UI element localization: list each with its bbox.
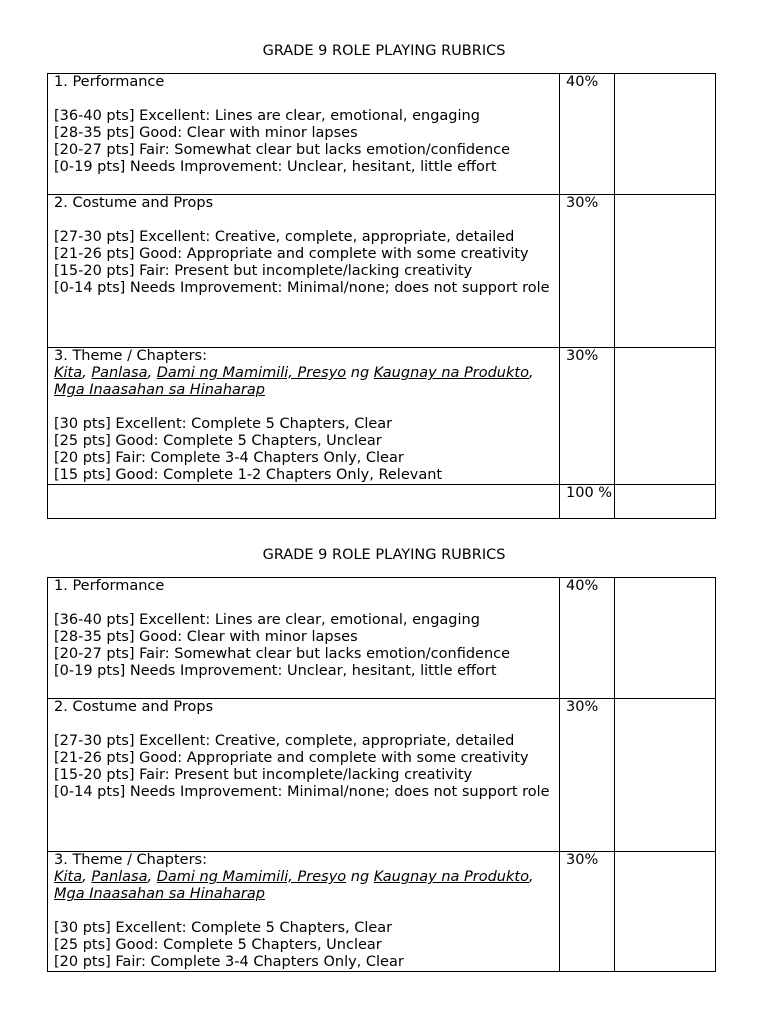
level-good: [25 pts] Good: Complete 5 Chapters, Unclear [54, 433, 382, 449]
score-cell[interactable] [615, 852, 716, 972]
criterion-description [48, 74, 560, 195]
score-cell[interactable] [615, 578, 716, 699]
score-cell[interactable] [615, 195, 716, 348]
criterion-description [48, 578, 560, 699]
topic-kita: Kita [54, 365, 83, 381]
level-fair: [15-20 pts] Fair: Present but incomplete/lacking creativity [54, 767, 473, 783]
level-good: [25 pts] Good: Complete 5 Chapters, Unclear [54, 937, 382, 953]
topic-kita: Kita [54, 869, 83, 885]
score-cell[interactable] [615, 74, 716, 195]
level-fair: [15-20 pts] Fair: Present but incomplete/lacking creativity [54, 263, 473, 279]
topic-inaasahan: Mga Inaasahan sa Hinaharap [54, 382, 265, 398]
level-good: [21-26 pts] Good: Appropriate and complete with some creativity [54, 246, 529, 262]
level-excellent: [27-30 pts] Excellent: Creative, complete, appropriate, detailed [54, 733, 515, 749]
total-row [48, 485, 716, 519]
level-fair: [20 pts] Fair: Complete 3-4 Chapters Only, Clear [54, 954, 404, 970]
level-good: [21-26 pts] Good: Appropriate and complete with some creativity [54, 750, 529, 766]
level-excellent: [36-40 pts] Excellent: Lines are clear, emotional, engaging [54, 612, 480, 628]
level-fair: [20-27 pts] Fair: Somewhat clear but lacks emotion/confidence [54, 142, 511, 158]
theme-topics: Kita, Panlasa, Dami ng Mamimili, Presyo ng Kaugnay na Produkto, Mga Inaasahan sa Hinaharap [54, 365, 534, 398]
rubric-title: GRADE 9 ROLE PLAYING RUBRICS [262, 547, 506, 563]
criterion-weight: 40% [560, 578, 615, 699]
criterion-row-theme [48, 348, 716, 485]
criterion-weight: 40% [560, 74, 615, 195]
criterion-row-costume [48, 699, 716, 852]
criterion-heading: 3. Theme / Chapters: [54, 852, 207, 868]
level-fair: [20-27 pts] Fair: Somewhat clear but lacks emotion/confidence [54, 646, 511, 662]
criterion-weight: 30% [560, 348, 615, 485]
score-cell[interactable] [615, 348, 716, 485]
level-needs-improvement: [0-14 pts] Needs Improvement: Minimal/none; does not support role [54, 280, 550, 296]
criterion-description [48, 699, 560, 852]
criterion-heading: 1. Performance [54, 74, 165, 90]
criterion-row-theme [48, 852, 716, 972]
criterion-heading: 3. Theme / Chapters: [54, 348, 207, 364]
level-excellent: [30 pts] Excellent: Complete 5 Chapters, Clear [54, 920, 393, 936]
criterion-row-performance [48, 578, 716, 699]
level-needs-improvement: [0-14 pts] Needs Improvement: Minimal/none; does not support role [54, 784, 550, 800]
criterion-heading: 1. Performance [54, 578, 165, 594]
level-excellent: [30 pts] Excellent: Complete 5 Chapters, Clear [54, 416, 393, 432]
level-good: [28-35 pts] Good: Clear with minor lapses [54, 629, 358, 645]
topic-kaugnay-produkto: Kaugnay na Produkto [373, 869, 529, 885]
criterion-description [48, 195, 560, 348]
level-excellent: [27-30 pts] Excellent: Creative, complete, appropriate, detailed [54, 229, 515, 245]
topic-panlasa: Panlasa [91, 869, 148, 885]
criterion-heading: 2. Costume and Props [54, 699, 214, 715]
level-fair: [20 pts] Fair: Complete 3-4 Chapters Only, Clear [54, 450, 404, 466]
rubric-table [47, 577, 716, 972]
criterion-description [48, 348, 560, 485]
level-good-partial: [15 pts] Good: Complete 1-2 Chapters Only, Relevant [54, 467, 443, 483]
topic-kaugnay-produkto: Kaugnay na Produkto [373, 365, 529, 381]
level-good: [28-35 pts] Good: Clear with minor lapses [54, 125, 358, 141]
score-cell[interactable] [615, 699, 716, 852]
total-score-cell[interactable] [615, 485, 716, 519]
level-needs-improvement: [0-19 pts] Needs Improvement: Unclear, hesitant, little effort [54, 663, 497, 679]
total-label-cell [48, 485, 560, 519]
level-needs-improvement: [0-19 pts] Needs Improvement: Unclear, hesitant, little effort [54, 159, 497, 175]
level-excellent: [36-40 pts] Excellent: Lines are clear, emotional, engaging [54, 108, 480, 124]
criterion-weight: 30% [560, 699, 615, 852]
theme-topics: Kita, Panlasa, Dami ng Mamimili, Presyo ng Kaugnay na Produkto, Mga Inaasahan sa Hinaharap [54, 869, 534, 902]
rubric-title: GRADE 9 ROLE PLAYING RUBRICS [262, 43, 506, 59]
criterion-heading: 2. Costume and Props [54, 195, 214, 211]
rubric-table [47, 73, 716, 519]
total-weight: 100 % [560, 485, 615, 519]
criterion-weight: 30% [560, 195, 615, 348]
topic-dami-presyo: Dami ng Mamimili, Presyo [156, 365, 347, 381]
criterion-weight: 30% [560, 852, 615, 972]
topic-dami-presyo: Dami ng Mamimili, Presyo [156, 869, 347, 885]
criterion-row-performance [48, 74, 716, 195]
topic-panlasa: Panlasa [91, 365, 148, 381]
topic-inaasahan: Mga Inaasahan sa Hinaharap [54, 886, 265, 902]
criterion-description [48, 852, 560, 972]
criterion-row-costume [48, 195, 716, 348]
